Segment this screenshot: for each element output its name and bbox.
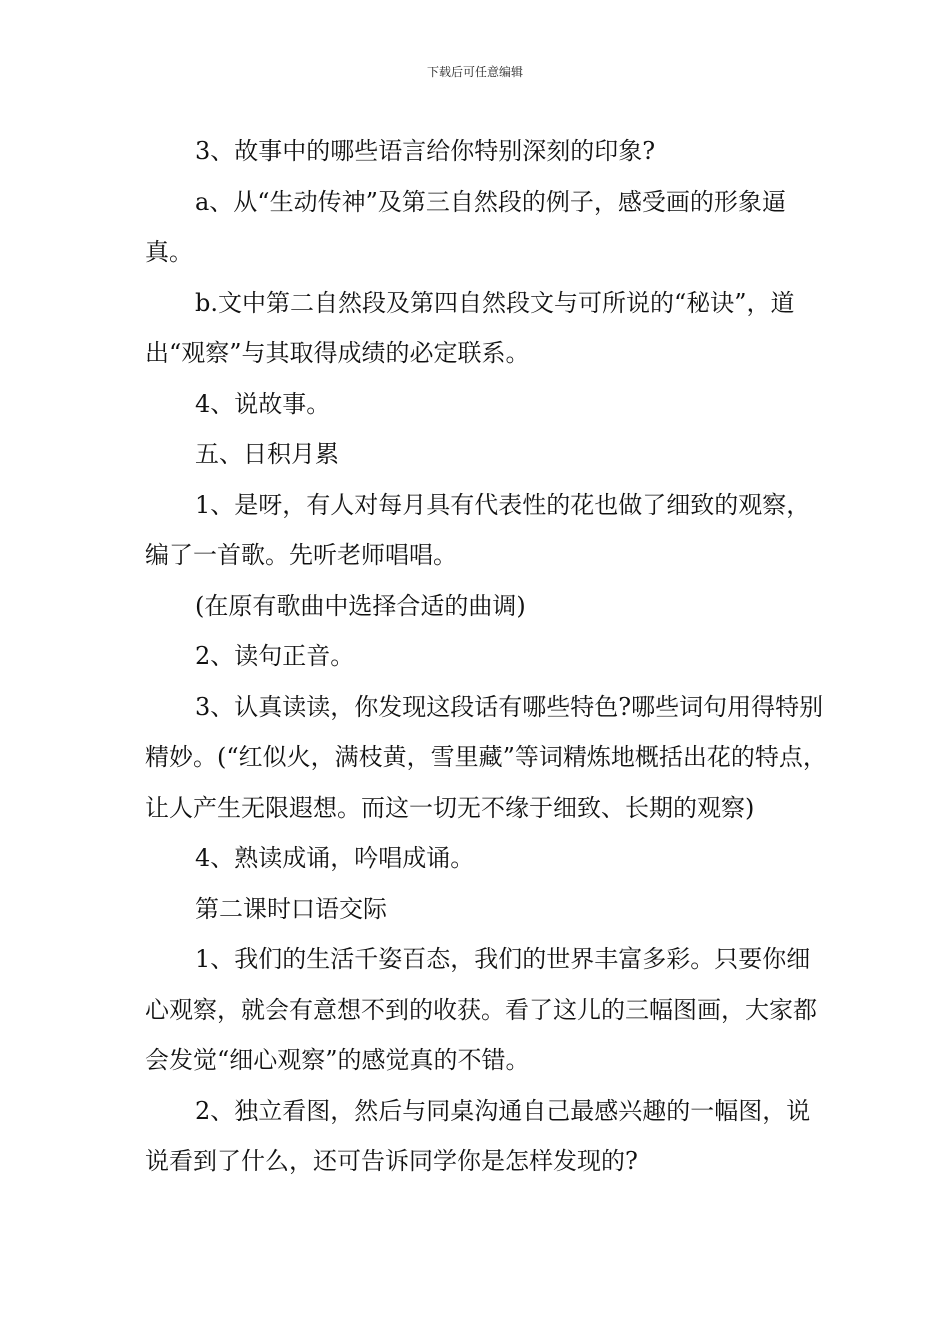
paragraph-tell-story: 4、说故事。 [195,389,331,418]
page-header: 下载后可任意编辑 [426,65,523,79]
section-heading-second-lesson: 第二课时口语交际 [195,894,387,923]
paragraph-read-correct: 2、读句正音。 [195,642,355,670]
paragraph-features: 3、认真读读，你发现这段话有哪些特色?哪些词句用得特别精妙。(“红似火，满枝黄，雪里藏”等词精炼地概括出花的特点，让人产生无限遐想。而这一切无不缘于细致、长期的观察) [145,692,827,822]
paragraph-a-vivid: a、从“生动传神”及第三自然段的例子，感受画的形象逼真。 [145,187,786,266]
paragraph-q3-language: 3、故事中的哪些语言给你特别深刻的印象? [195,137,656,165]
paragraph-look-pictures: 2、独立看图，然后与同桌沟通自己最感兴趣的一幅图，说说看到了什么，还可告诉同学你是怎样发现的? [145,1096,811,1175]
paragraph-b-secret: b.文中第二自然段及第四自然段文与可所说的“秘诀”，道出“观察”与其取得成绩的必定联系。 [145,288,795,367]
document-body [145,126,830,1187]
paragraph-flower-song: 1、是呀，有人对每月具有代表性的花也做了细致的观察，编了一首歌。先听老师唱唱。 [145,490,811,569]
paragraph-recite: 4、熟读成诵，吟唱成诵。 [195,844,475,872]
paragraph-tune-note: (在原有歌曲中选择合适的曲调) [195,591,526,620]
paragraph-observe-life: 1、我们的生活千姿百态，我们的世界丰富多彩。只要你细心观察，就会有意想不到的收获。看了这儿的三幅图画，大家都会发觉“细心观察”的感觉真的不错。 [145,945,817,1074]
section-heading-daily-accumulation: 五、日积月累 [195,440,339,468]
